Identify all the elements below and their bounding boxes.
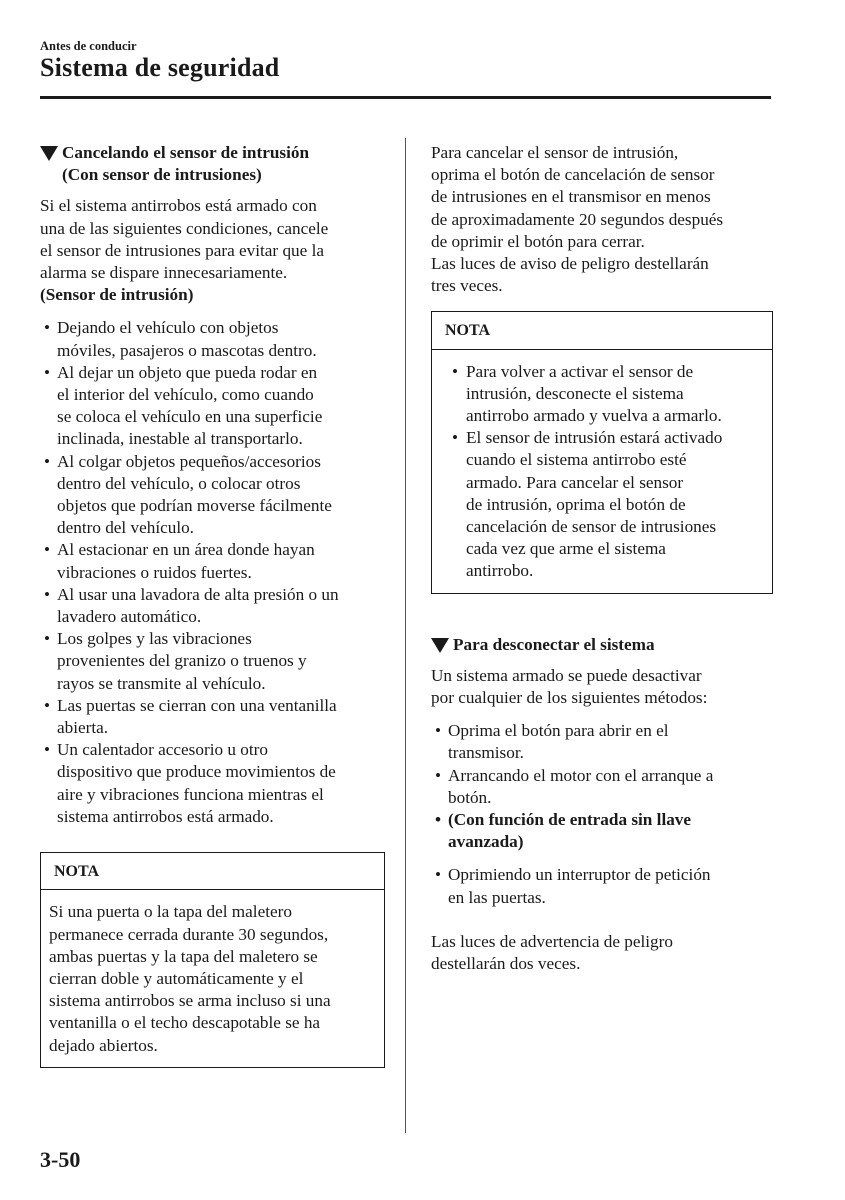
list-item <box>40 451 385 540</box>
text-line: intrusión, desconecte el sistema <box>466 383 684 403</box>
text-line: destellarán dos veces. <box>431 954 581 974</box>
bullet-icon: • <box>44 362 51 382</box>
text-line: cancelación de sensor de intrusiones <box>466 517 717 537</box>
text-line: Oprimiendo un interruptor de petición <box>448 865 711 885</box>
bullet-icon: • <box>44 540 51 560</box>
section-label: Antes de conducir <box>40 39 137 53</box>
list-item <box>440 361 764 428</box>
note-body <box>41 890 384 1066</box>
text-line: Arrancando el motor con el arranque a <box>448 765 714 785</box>
text-line: el interior del vehículo, como cuando <box>57 385 314 405</box>
bullet-icon: • <box>44 584 51 604</box>
text-line: dentro del vehículo, o colocar otros <box>57 473 301 493</box>
page-number: 3-50 <box>40 1147 81 1172</box>
text-line: por cualquier de los siguientes métodos: <box>431 688 708 708</box>
text-line: objetos que podrían moverse fácilmente <box>57 496 332 516</box>
bullet-icon: • <box>44 695 51 715</box>
text-line: Si una puerta o la tapa del maletero <box>49 902 292 922</box>
text-line: abierta. <box>57 718 109 738</box>
text-line: tres veces. <box>431 276 503 296</box>
section-heading-intrusion <box>40 142 385 186</box>
text-line: oprima el botón de cancelación de sensor <box>431 165 715 185</box>
text-line: vibraciones o ruidos fuertes. <box>57 562 252 582</box>
list-item <box>40 362 385 451</box>
text-line: de intrusión, oprima el botón de <box>466 494 686 514</box>
text-line: Para volver a activar el sensor de <box>466 361 694 381</box>
bullet-icon: • <box>435 865 442 885</box>
closing-paragraph <box>431 931 773 975</box>
text-line: cuando el sistema antirrobo esté <box>466 450 687 470</box>
text-line: cada vez que arme el sistema <box>466 539 666 559</box>
text-line: (Con función de entrada sin llave <box>448 810 692 830</box>
text-line: antirrobo. <box>466 561 534 581</box>
note-label: NOTA <box>41 853 384 890</box>
right-column <box>431 142 773 975</box>
text-line: Al estacionar en un área donde hayan <box>57 540 315 560</box>
bullet-icon: • <box>44 318 51 338</box>
bullet-icon: • <box>44 451 51 471</box>
text-line: transmisor. <box>448 743 524 763</box>
text-line: sistema antirrobos se arma incluso si una <box>49 991 331 1011</box>
text-line: se coloca el vehículo en una superficie <box>57 407 323 427</box>
subheading: (Sensor de intrusión) <box>40 285 194 305</box>
note-list <box>440 361 764 583</box>
note-body <box>432 350 772 593</box>
text-line: de aproximadamente 20 segundos después <box>431 209 724 229</box>
text-line: Si el sistema antirrobos está armado con <box>40 196 317 216</box>
text-line: Las luces de aviso de peligro destellarán <box>431 254 709 274</box>
text-line: dispositivo que produce movimientos de <box>57 762 336 782</box>
bullet-icon: • <box>44 629 51 649</box>
condition-list <box>40 317 385 828</box>
list-item <box>440 427 764 582</box>
text-line: Al usar una lavadora de alta presión o un <box>57 584 339 604</box>
text-line: dentro del vehículo. <box>57 518 194 538</box>
triangle-bullet-icon <box>40 146 58 161</box>
text-line: Las luces de advertencia de peligro <box>431 931 673 951</box>
text-line: El sensor de intrusión estará activado <box>466 428 723 448</box>
text-line: en las puertas. <box>448 887 546 907</box>
text-line: Para cancelar el sensor de intrusión, <box>431 143 679 162</box>
bullet-icon: • <box>44 740 51 760</box>
bullet-icon: • <box>435 721 442 741</box>
text-line: aire y vibraciones funciona mientras el <box>57 784 324 804</box>
text-line: alarma se dispare innecesariamente. <box>40 263 288 283</box>
heading-line: Para desconectar el sistema <box>453 634 655 654</box>
cancel-instructions <box>431 142 773 297</box>
intro-paragraph <box>40 195 385 284</box>
text-line: ambas puertas y la tapa del maletero se <box>49 946 318 966</box>
text-line: Oprima el botón para abrir en el <box>448 721 669 741</box>
text-line: de oprimir el botón para cerrar. <box>431 231 645 251</box>
nested-list <box>431 864 773 908</box>
list-item <box>40 739 385 828</box>
text-line: de intrusiones en el transmisor en menos <box>431 187 711 207</box>
text-line: antirrobo armado y vuelva a armarlo. <box>466 406 722 426</box>
header-rule <box>40 96 771 99</box>
list-item <box>431 809 773 853</box>
list-item <box>40 584 385 628</box>
list-item <box>431 864 773 908</box>
text-line: botón. <box>448 787 492 807</box>
triangle-bullet-icon <box>431 638 449 653</box>
text-line: Un calentador accesorio u otro <box>57 740 268 760</box>
text-line: dejado abiertos. <box>49 1035 158 1055</box>
text-line: provenientes del granizo o truenos y <box>57 651 307 671</box>
section-heading-disarm <box>431 634 773 656</box>
disarm-intro <box>431 665 773 709</box>
text-line: inclinada, inestable al transportarlo. <box>57 429 303 449</box>
text-line: Dejando el vehículo con objetos <box>57 318 279 338</box>
bullet-icon: • <box>452 361 459 381</box>
left-column <box>40 142 385 1068</box>
text-line: sistema antirrobos está armado. <box>57 806 274 826</box>
text-line: permanece cerrada durante 30 segundos, <box>49 924 329 944</box>
list-item <box>431 720 773 764</box>
text-line: móviles, pasajeros o mascotas dentro. <box>57 340 317 360</box>
disarm-methods-list <box>431 720 773 853</box>
text-line: Un sistema armado se puede desactivar <box>431 665 702 685</box>
column-divider <box>405 138 406 1133</box>
note-label: NOTA <box>432 312 772 349</box>
bullet-icon: • <box>435 810 442 830</box>
text-line: armado. Para cancelar el sensor <box>466 472 684 492</box>
text-line: rayos se transmite al vehículo. <box>57 673 266 693</box>
text-line: ventanilla o el techo descapotable se ha <box>49 1013 321 1033</box>
text-line: Al colgar objetos pequeños/accesorios <box>57 451 321 471</box>
text-line: Las puertas se cierran con una ventanilla <box>57 695 337 715</box>
note-box <box>431 311 773 593</box>
list-item <box>40 317 385 361</box>
bullet-icon: • <box>452 428 459 448</box>
heading-line: (Con sensor de intrusiones) <box>62 165 262 185</box>
bullet-icon: • <box>435 765 442 785</box>
heading-line: Cancelando el sensor de intrusión <box>62 143 310 162</box>
text-line: Los golpes y las vibraciones <box>57 629 252 649</box>
text-line: Al dejar un objeto que pueda rodar en <box>57 362 318 382</box>
list-item <box>40 695 385 739</box>
text-line: el sensor de intrusiones para evitar que la <box>40 240 324 260</box>
text-line: cierran doble y automáticamente y el <box>49 968 304 988</box>
list-item <box>431 765 773 809</box>
page-title: Sistema de seguridad <box>40 53 280 82</box>
list-item <box>40 539 385 583</box>
list-item <box>40 628 385 695</box>
note-box <box>40 852 385 1068</box>
text-line: lavadero automático. <box>57 607 202 627</box>
text-line: una de las siguientes condiciones, cancele <box>40 218 329 238</box>
text-line: avanzada) <box>448 832 524 852</box>
